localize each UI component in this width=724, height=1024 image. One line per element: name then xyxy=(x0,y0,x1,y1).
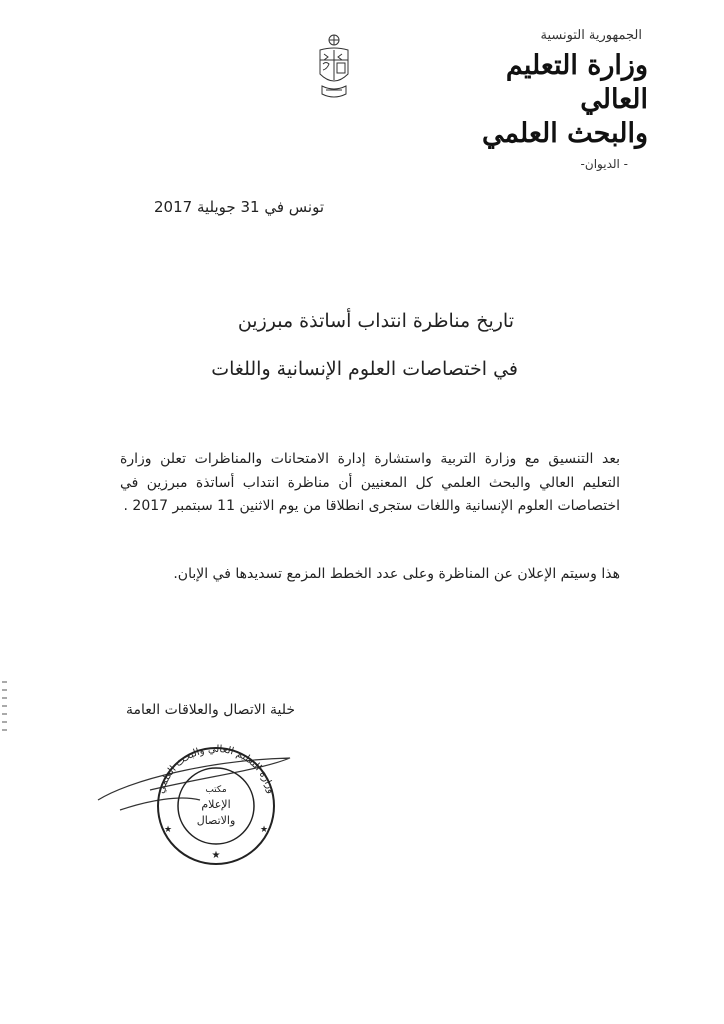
announcement-title: تاريخ مناظرة انتداب أساتذة مبرزين xyxy=(237,310,514,332)
ministry-name xyxy=(478,49,648,151)
stamp-outer-text: وزارة التعليم العالي والبحث العلمي xyxy=(155,743,277,795)
stamp-inner-line1: مكتب xyxy=(205,785,227,795)
country-name: الجمهورية التونسية xyxy=(540,28,642,43)
scan-edge-marks xyxy=(0,680,10,740)
stamp-star-icon: ★ xyxy=(259,825,269,835)
tunisia-coat-of-arms-icon xyxy=(308,30,360,106)
official-stamp xyxy=(90,740,310,870)
body-paragraph-1: بعد التنسيق مع وزارة التربية واستشارة إدارة الامتحانات والمناظرات تعلن وزارة التعليم العالي والبحث العلمي كل المعنيين أن مناظرة انتداب أساتذة مبرزين في اختصاصات العلوم الإنسانية واللغات ستجرى انطلاقا من يوم الاثنين 11 سبتمبر 2017 . xyxy=(120,451,620,514)
ministry-name-line2: والبحث العلمي xyxy=(481,118,648,149)
body-paragraph-2: هذا وسيتم الإعلان عن المناظرة وعلى عدد الخطط المزمع تسديدها في الإبان. xyxy=(173,566,620,582)
stamp-inner-line2: الإعلام xyxy=(201,798,231,811)
letterhead xyxy=(478,28,648,171)
announcement-subtitle: في اختصاصات العلوم الإنسانية واللغات xyxy=(211,358,518,380)
stamp-inner-line3: والاتصال xyxy=(196,814,236,827)
document-date: تونس في 31 جويلية 2017 xyxy=(154,198,324,216)
office-name: - الديوان- xyxy=(580,157,628,171)
signature-unit: خلية الاتصال والعلاقات العامة xyxy=(126,702,296,718)
stamp-star-icon: ★ xyxy=(163,825,173,835)
ministry-name-line1: وزارة التعليم العالي xyxy=(505,50,648,115)
stamp-star-icon: ★ xyxy=(211,850,221,861)
